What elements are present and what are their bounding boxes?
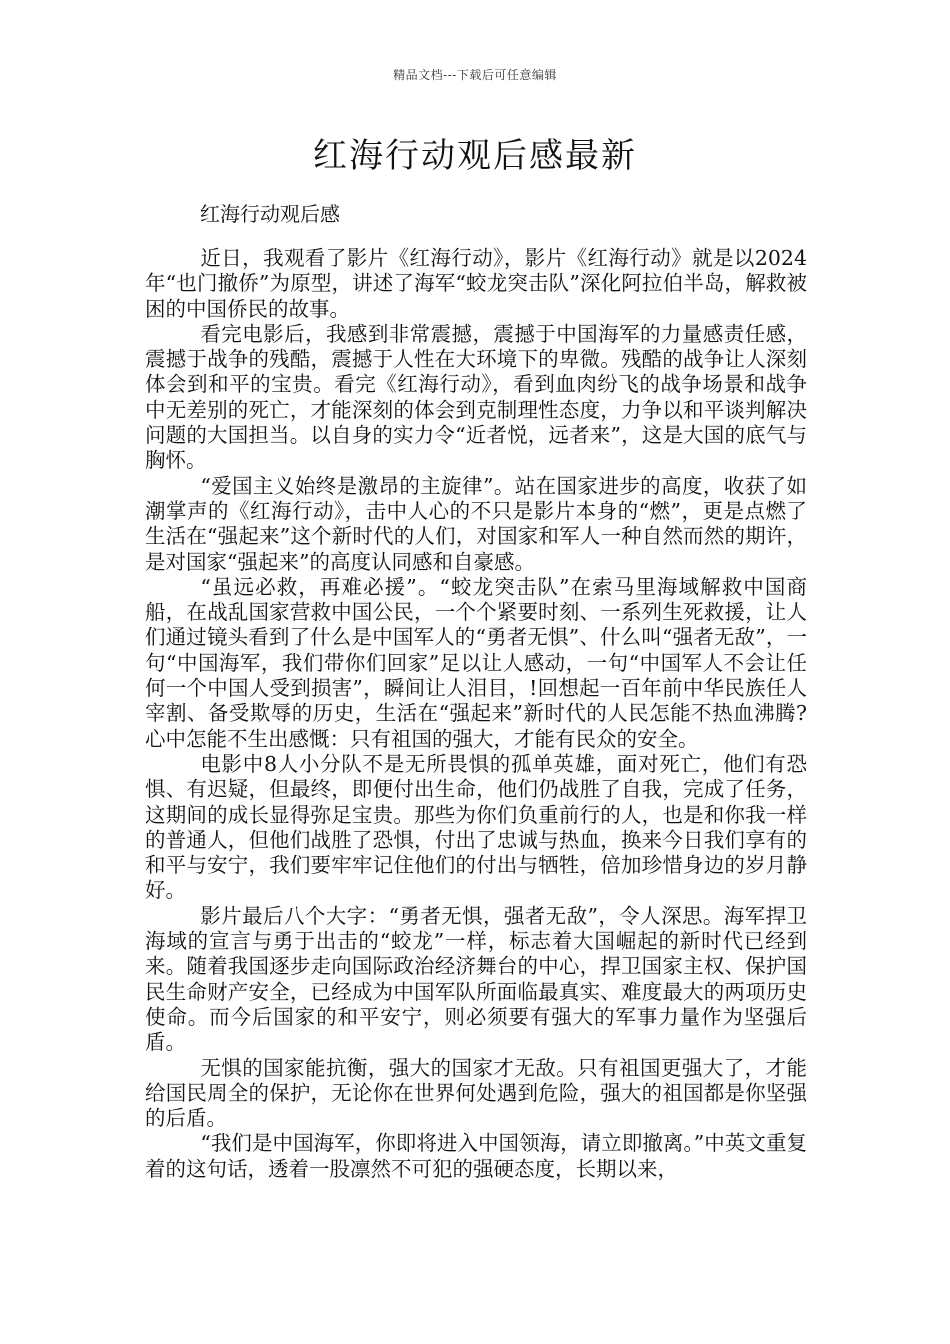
paragraph: “虽远必救，再难必援”。“蛟龙突击队”在索马里海域解救中国商船，在战乱国家营救中国公民，一个个紧要时刻、一系列生死救援，让人们通过镜头看到了什么是中国军人的“勇者无惧”、什么叫“强者无敌”，一句“中国海军，我们带你们回家”足以让人感动，一句“中国军人不会让任何一个中国人受到损害”，瞬间让人泪目，!回想起一百年前中华民族任人宰割、备受欺辱的历史，生活在“强起来”新时代的人民怎能不热血沸腾?心中怎能不生出感慨：只有祖国的强大，才能有民众的安全。 bbox=[145, 574, 807, 751]
paragraph: 近日，我观看了影片《红海行动》，影片《红海行动》就是以2024年“也门撤侨”为原型，讲述了海军“蛟龙突击队”深化阿拉伯半岛，解救被困的中国侨民的故事。 bbox=[145, 246, 807, 321]
paragraph: 电影中8人小分队不是无所畏惧的孤单英雄，面对死亡，他们有恐惧、有迟疑，但最终，即便付出生命，他们仍战胜了自我，完成了任务，这期间的成长显得弥足宝贵。那些为你们负重前行的人，也是和你我一样的普通人，但他们战胜了恐惧，付出了忠诚与热血，换来今日我们享有的和平与安宁，我们要牢牢记住他们的付出与牺牲，倍加珍惜身边的岁月静好。 bbox=[145, 751, 807, 903]
paragraph: 无惧的国家能抗衡，强大的国家才无敌。只有祖国更强大了，才能给国民周全的保护，无论你在世界何处遇到危险，强大的祖国都是你坚强的后盾。 bbox=[145, 1055, 807, 1131]
paragraph: “我们是中国海军，你即将进入中国领海，请立即撤离。”中英文重复着的这句话，透着一股凛然不可犯的强硬态度，长期以来， bbox=[145, 1131, 807, 1181]
paragraph: 看完电影后，我感到非常震撼，震撼于中国海军的力量感责任感，震撼于战争的残酷，震撼于人性在大环境下的卑微。残酷的战争让人深刻体会到和平的宝贵。看完《红海行动》，看到血肉纷飞的战争场景和战争中无差别的死亡，才能深刻的体会到克制理性态度，力争以和平谈判解决问题的大国担当。以自身的实力令“近者悦，远者来”，这是大国的底气与胸怀。 bbox=[145, 321, 807, 473]
page-title: 红海行动观后感最新 bbox=[313, 136, 637, 176]
header-note: 精品文档---下载后可任意编辑 bbox=[393, 68, 557, 82]
paragraph: “爱国主义始终是激昂的主旋律”。站在国家进步的高度，收获了如潮掌声的《红海行动》，击中人心的不只是影片本身的“燃”，更是点燃了生活在“强起来”这个新时代的人们，对国家和军人一种自然而然的期许，是对国家“强起来”的高度认同感和自豪感。 bbox=[145, 473, 807, 574]
body-text bbox=[145, 246, 807, 1182]
subtitle: 红海行动观后感 bbox=[200, 202, 340, 226]
paragraph: 影片最后八个大字：“勇者无惧，强者无敌”，令人深思。海军捍卫海域的宣言与勇于出击的“蛟龙”一样，标志着大国崛起的新时代已经到来。随着我国逐步走向国际政治经济舞台的中心，捍卫国家主权、保护国民生命财产安全，已经成为中国军队所面临最真实、难度最大的两项历史使命。而今后国家的和平安宁，则必须要有强大的军事力量作为坚强后盾。 bbox=[145, 903, 807, 1055]
